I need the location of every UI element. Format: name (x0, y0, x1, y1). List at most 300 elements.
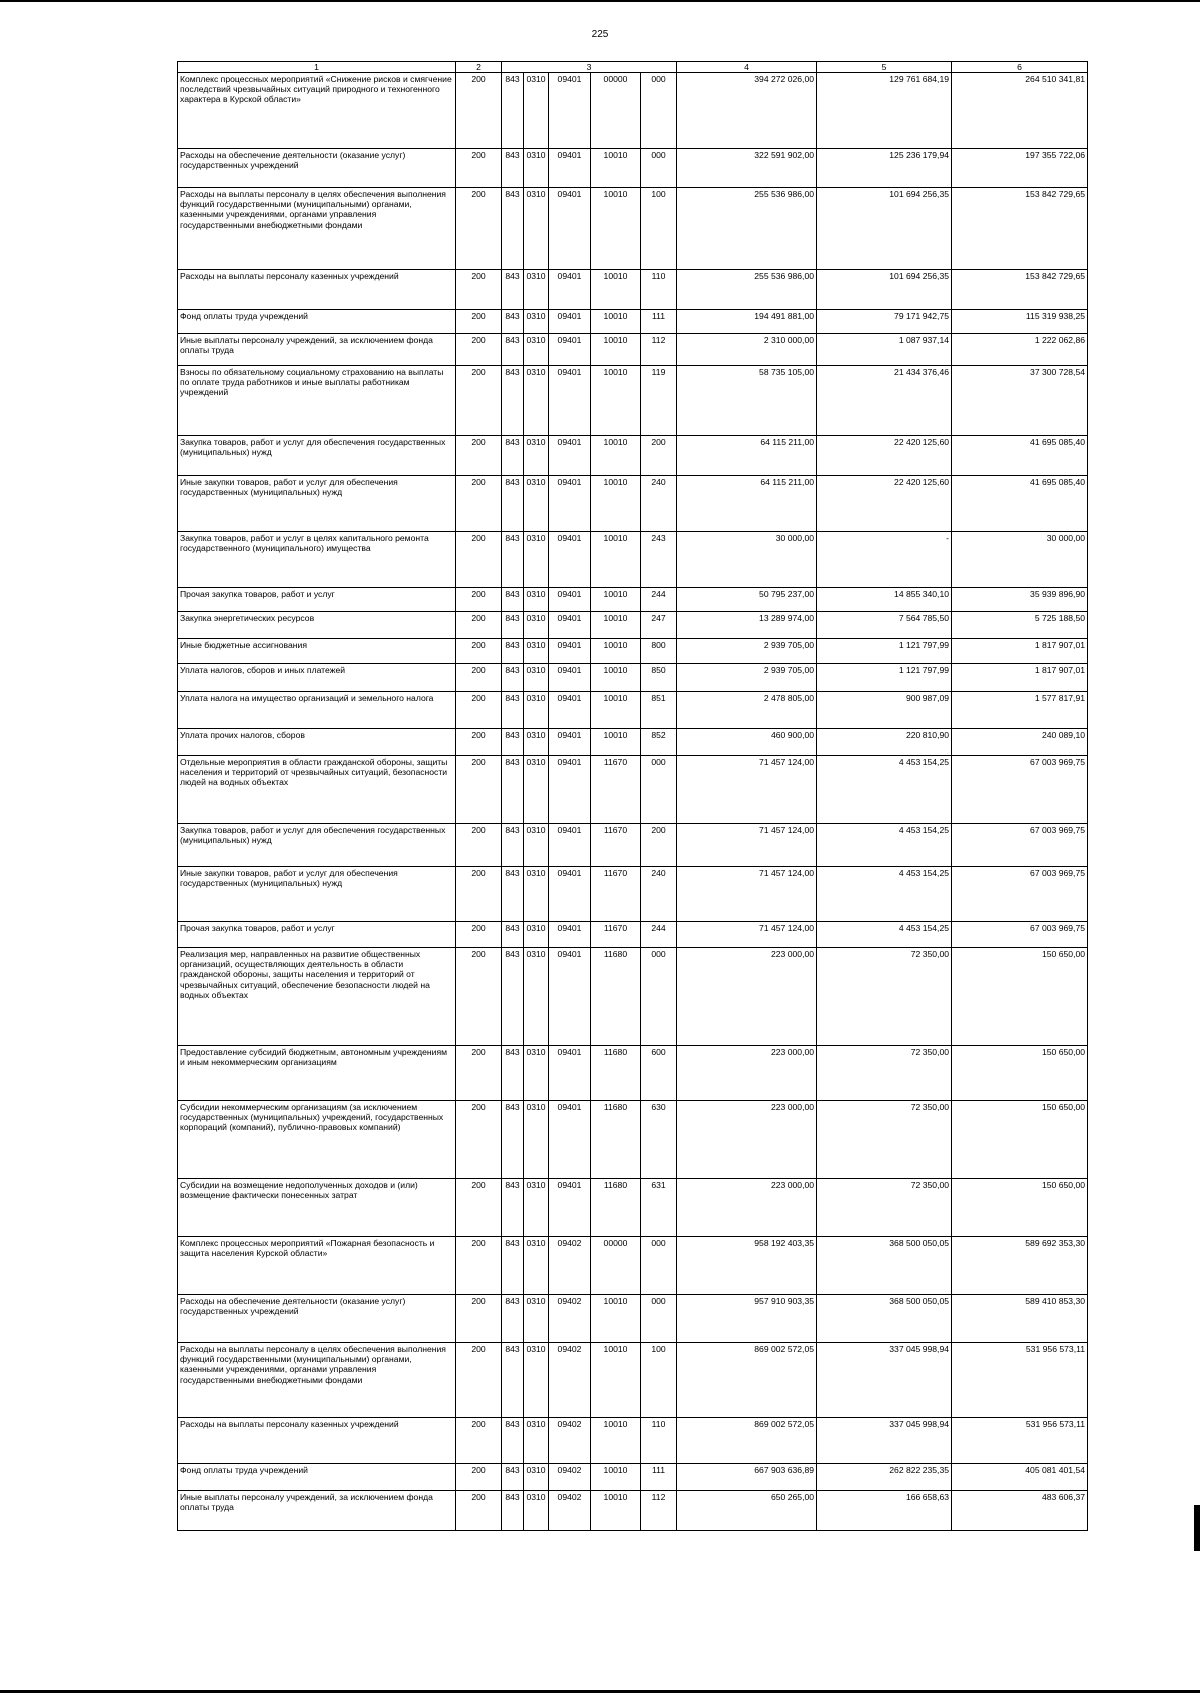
program-code: 09402 (549, 1343, 591, 1418)
amount-col-5: - (817, 532, 952, 588)
header-row (178, 62, 1088, 73)
amount-col-6: 150 650,00 (952, 948, 1088, 1046)
section-code: 0310 (524, 1046, 549, 1101)
amount-col-5: 14 855 340,10 (817, 588, 952, 612)
amount-col-6: 30 000,00 (952, 532, 1088, 588)
table-row (178, 612, 1088, 639)
section-code: 0310 (524, 948, 549, 1046)
amount-col-4: 64 115 211,00 (677, 476, 817, 532)
program-code: 09401 (549, 310, 591, 334)
expense-type-code: 240 (641, 867, 677, 922)
table-row (178, 588, 1088, 612)
row-name: Иные выплаты персоналу учреждений, за исключением фонда оплаты труда (178, 334, 456, 366)
section-code: 0310 (524, 922, 549, 948)
amount-col-4: 255 536 986,00 (677, 188, 817, 270)
program-code: 09401 (549, 1101, 591, 1179)
ved-code: 843 (502, 664, 524, 692)
program-code: 09401 (549, 188, 591, 270)
direction-code: 10010 (591, 188, 641, 270)
section-code: 0310 (524, 1179, 549, 1237)
ved-code: 843 (502, 310, 524, 334)
section-code: 0310 (524, 1343, 549, 1418)
row-name: Иные закупки товаров, работ и услуг для обеспечения государственных (муниципальных) нужд (178, 867, 456, 922)
amount-col-6: 153 842 729,65 (952, 270, 1088, 310)
amount-col-6: 531 956 573,11 (952, 1418, 1088, 1464)
amount-col-6: 67 003 969,75 (952, 756, 1088, 824)
ved-code: 843 (502, 756, 524, 824)
col2-code: 200 (456, 692, 502, 729)
col2-code: 200 (456, 366, 502, 436)
scan-bottom-edge (0, 1690, 1200, 1693)
amount-col-6: 115 319 938,25 (952, 310, 1088, 334)
section-code: 0310 (524, 588, 549, 612)
ved-code: 843 (502, 1101, 524, 1179)
amount-col-6: 197 355 722,06 (952, 149, 1088, 188)
amount-col-4: 30 000,00 (677, 532, 817, 588)
direction-code: 10010 (591, 588, 641, 612)
amount-col-5: 220 810,90 (817, 729, 952, 756)
col2-code: 200 (456, 1237, 502, 1295)
table-row (178, 436, 1088, 476)
section-code: 0310 (524, 73, 549, 149)
section-code: 0310 (524, 867, 549, 922)
amount-col-6: 150 650,00 (952, 1101, 1088, 1179)
expense-type-code: 000 (641, 73, 677, 149)
amount-col-4: 958 192 403,35 (677, 1237, 817, 1295)
amount-col-6: 1 817 907,01 (952, 639, 1088, 664)
table-row (178, 310, 1088, 334)
ved-code: 843 (502, 612, 524, 639)
amount-col-5: 900 987,09 (817, 692, 952, 729)
section-code: 0310 (524, 756, 549, 824)
row-name: Расходы на выплаты персоналу казенных учреждений (178, 1418, 456, 1464)
amount-col-6: 35 939 896,90 (952, 588, 1088, 612)
row-name: Расходы на обеспечение деятельности (оказание услуг) государственных учреждений (178, 1295, 456, 1343)
section-code: 0310 (524, 270, 549, 310)
amount-col-4: 869 002 572,05 (677, 1343, 817, 1418)
ved-code: 843 (502, 824, 524, 867)
expense-type-code: 000 (641, 149, 677, 188)
row-name: Фонд оплаты труда учреждений (178, 1464, 456, 1491)
expense-type-code: 112 (641, 334, 677, 366)
expense-type-code: 000 (641, 948, 677, 1046)
amount-col-4: 71 457 124,00 (677, 922, 817, 948)
section-code: 0310 (524, 1295, 549, 1343)
row-name: Иные бюджетные ассигнования (178, 639, 456, 664)
amount-col-6: 150 650,00 (952, 1179, 1088, 1237)
program-code: 09401 (549, 436, 591, 476)
ved-code: 843 (502, 366, 524, 436)
ved-code: 843 (502, 1046, 524, 1101)
expense-type-code: 111 (641, 310, 677, 334)
program-code: 09401 (549, 692, 591, 729)
section-code: 0310 (524, 1237, 549, 1295)
expense-type-code: 247 (641, 612, 677, 639)
table-row (178, 824, 1088, 867)
direction-code: 11680 (591, 1101, 641, 1179)
amount-col-6: 67 003 969,75 (952, 824, 1088, 867)
ved-code: 843 (502, 532, 524, 588)
row-name: Закупка товаров, работ и услуг в целях капитального ремонта государственного (муниципального) имущества (178, 532, 456, 588)
direction-code: 10010 (591, 1491, 641, 1531)
row-name: Субсидии некоммерческим организациям (за исключением государственных (муниципальных) учреждений, государственных корпораций (компаний), публично-правовых компаний) (178, 1101, 456, 1179)
section-code: 0310 (524, 366, 549, 436)
amount-col-5: 79 171 942,75 (817, 310, 952, 334)
direction-code: 11670 (591, 867, 641, 922)
col2-code: 200 (456, 270, 502, 310)
table-row (178, 1295, 1088, 1343)
ved-code: 843 (502, 588, 524, 612)
amount-col-5: 72 350,00 (817, 948, 952, 1046)
expense-type-code: 110 (641, 1418, 677, 1464)
expense-type-code: 200 (641, 824, 677, 867)
amount-col-4: 71 457 124,00 (677, 824, 817, 867)
table-row (178, 1101, 1088, 1179)
ved-code: 843 (502, 1491, 524, 1531)
row-name: Субсидии на возмещение недополученных доходов и (или) возмещение фактически понесенных затрат (178, 1179, 456, 1237)
table-row (178, 532, 1088, 588)
header-col-4: 4 (677, 62, 817, 73)
ved-code: 843 (502, 639, 524, 664)
table-row (178, 476, 1088, 532)
col2-code: 200 (456, 867, 502, 922)
col2-code: 200 (456, 1343, 502, 1418)
scan-top-edge (0, 0, 1200, 2)
amount-col-5: 101 694 256,35 (817, 270, 952, 310)
table-row (178, 188, 1088, 270)
ved-code: 843 (502, 1418, 524, 1464)
col2-code: 200 (456, 1491, 502, 1531)
section-code: 0310 (524, 532, 549, 588)
expense-type-code: 112 (641, 1491, 677, 1531)
ved-code: 843 (502, 692, 524, 729)
program-code: 09401 (549, 612, 591, 639)
ved-code: 843 (502, 476, 524, 532)
amount-col-6: 264 510 341,81 (952, 73, 1088, 149)
table-row (178, 729, 1088, 756)
program-code: 09401 (549, 922, 591, 948)
table-row (178, 334, 1088, 366)
row-name: Уплата налога на имущество организаций и земельного налога (178, 692, 456, 729)
row-name: Закупка товаров, работ и услуг для обеспечения государственных (муниципальных) нужд (178, 824, 456, 867)
header-col-1: 1 (178, 62, 456, 73)
direction-code: 10010 (591, 612, 641, 639)
expense-type-code: 630 (641, 1101, 677, 1179)
program-code: 09401 (549, 334, 591, 366)
table-row (178, 756, 1088, 824)
col2-code: 200 (456, 436, 502, 476)
expense-type-code: 850 (641, 664, 677, 692)
ved-code: 843 (502, 149, 524, 188)
budget-table (177, 61, 1088, 1531)
amount-col-5: 4 453 154,25 (817, 867, 952, 922)
amount-col-4: 869 002 572,05 (677, 1418, 817, 1464)
direction-code: 10010 (591, 1295, 641, 1343)
section-code: 0310 (524, 664, 549, 692)
amount-col-5: 72 350,00 (817, 1179, 952, 1237)
direction-code: 10010 (591, 1418, 641, 1464)
table-row (178, 639, 1088, 664)
row-name: Взносы по обязательному социальному страхованию на выплаты по оплате труда работников и иные выплаты работникам учреждений (178, 366, 456, 436)
col2-code: 200 (456, 149, 502, 188)
amount-col-4: 223 000,00 (677, 948, 817, 1046)
col2-code: 200 (456, 824, 502, 867)
amount-col-5: 262 822 235,35 (817, 1464, 952, 1491)
program-code: 09402 (549, 1237, 591, 1295)
amount-col-5: 22 420 125,60 (817, 476, 952, 532)
expense-type-code: 243 (641, 532, 677, 588)
program-code: 09401 (549, 948, 591, 1046)
col2-code: 200 (456, 664, 502, 692)
amount-col-6: 589 410 853,30 (952, 1295, 1088, 1343)
amount-col-4: 58 735 105,00 (677, 366, 817, 436)
section-code: 0310 (524, 692, 549, 729)
col2-code: 200 (456, 639, 502, 664)
amount-col-6: 5 725 188,50 (952, 612, 1088, 639)
amount-col-4: 223 000,00 (677, 1179, 817, 1237)
program-code: 09401 (549, 824, 591, 867)
row-name: Уплата налогов, сборов и иных платежей (178, 664, 456, 692)
amount-col-5: 1 087 937,14 (817, 334, 952, 366)
ved-code: 843 (502, 188, 524, 270)
ved-code: 843 (502, 1179, 524, 1237)
col2-code: 200 (456, 476, 502, 532)
amount-col-4: 50 795 237,00 (677, 588, 817, 612)
expense-type-code: 244 (641, 922, 677, 948)
amount-col-4: 394 272 026,00 (677, 73, 817, 149)
section-code: 0310 (524, 729, 549, 756)
amount-col-4: 460 900,00 (677, 729, 817, 756)
program-code: 09401 (549, 729, 591, 756)
amount-col-4: 13 289 974,00 (677, 612, 817, 639)
scan-margin-mark (1194, 1505, 1200, 1551)
amount-col-4: 71 457 124,00 (677, 756, 817, 824)
section-code: 0310 (524, 1101, 549, 1179)
direction-code: 10010 (591, 270, 641, 310)
amount-col-6: 41 695 085,40 (952, 476, 1088, 532)
amount-col-4: 2 310 000,00 (677, 334, 817, 366)
expense-type-code: 110 (641, 270, 677, 310)
expense-type-code: 000 (641, 756, 677, 824)
section-code: 0310 (524, 1418, 549, 1464)
direction-code: 10010 (591, 436, 641, 476)
amount-col-5: 368 500 050,05 (817, 1295, 952, 1343)
col2-code: 200 (456, 310, 502, 334)
row-name: Закупка энергетических ресурсов (178, 612, 456, 639)
section-code: 0310 (524, 188, 549, 270)
amount-col-5: 4 453 154,25 (817, 756, 952, 824)
row-name: Уплата прочих налогов, сборов (178, 729, 456, 756)
table-row (178, 270, 1088, 310)
direction-code: 10010 (591, 532, 641, 588)
amount-col-5: 4 453 154,25 (817, 824, 952, 867)
program-code: 09401 (549, 532, 591, 588)
direction-code: 11670 (591, 922, 641, 948)
expense-type-code: 852 (641, 729, 677, 756)
amount-col-6: 1 222 062,86 (952, 334, 1088, 366)
program-code: 09401 (549, 73, 591, 149)
program-code: 09402 (549, 1295, 591, 1343)
program-code: 09401 (549, 149, 591, 188)
amount-col-4: 957 910 903,35 (677, 1295, 817, 1343)
table-row (178, 948, 1088, 1046)
col2-code: 200 (456, 1046, 502, 1101)
table-row (178, 1418, 1088, 1464)
col2-code: 200 (456, 1101, 502, 1179)
amount-col-4: 255 536 986,00 (677, 270, 817, 310)
row-name: Реализация мер, направленных на развитие общественных организаций, осуществляющих деятельность в области гражданской обороны, защиты населения и территорий от чрезвычайных ситуаций, обеспечение безопасности людей на водных объектах (178, 948, 456, 1046)
amount-col-6: 240 089,10 (952, 729, 1088, 756)
program-code: 09402 (549, 1464, 591, 1491)
direction-code: 10010 (591, 639, 641, 664)
col2-code: 200 (456, 756, 502, 824)
amount-col-4: 223 000,00 (677, 1046, 817, 1101)
direction-code: 11680 (591, 1046, 641, 1101)
ved-code: 843 (502, 73, 524, 149)
amount-col-6: 531 956 573,11 (952, 1343, 1088, 1418)
expense-type-code: 100 (641, 1343, 677, 1418)
section-code: 0310 (524, 639, 549, 664)
amount-col-5: 166 658,63 (817, 1491, 952, 1531)
header-col-3: 3 (502, 62, 677, 73)
ved-code: 843 (502, 867, 524, 922)
direction-code: 10010 (591, 664, 641, 692)
header-col-6: 6 (952, 62, 1088, 73)
program-code: 09401 (549, 1046, 591, 1101)
row-name: Иные выплаты персоналу учреждений, за исключением фонда оплаты труда (178, 1491, 456, 1531)
ved-code: 843 (502, 948, 524, 1046)
row-name: Закупка товаров, работ и услуг для обеспечения государственных (муниципальных) нужд (178, 436, 456, 476)
ved-code: 843 (502, 334, 524, 366)
direction-code: 10010 (591, 334, 641, 366)
row-name: Комплекс процессных мероприятий «Снижение рисков и смягчение последствий чрезвычайных ситуаций природного и техногенного характера в Курской области» (178, 73, 456, 149)
table-row (178, 664, 1088, 692)
table-row (178, 1464, 1088, 1491)
row-name: Предоставление субсидий бюджетным, автономным учреждениям и иным некоммерческим организациям (178, 1046, 456, 1101)
amount-col-5: 7 564 785,50 (817, 612, 952, 639)
col2-code: 200 (456, 1179, 502, 1237)
amount-col-6: 1 817 907,01 (952, 664, 1088, 692)
amount-col-6: 589 692 353,30 (952, 1237, 1088, 1295)
amount-col-4: 650 265,00 (677, 1491, 817, 1531)
direction-code: 11670 (591, 756, 641, 824)
amount-col-5: 337 045 998,94 (817, 1343, 952, 1418)
col2-code: 200 (456, 922, 502, 948)
row-name: Отдельные мероприятия в области гражданской обороны, защиты населения и территорий от чрезвычайных ситуаций, безопасности людей на водных объектах (178, 756, 456, 824)
amount-col-4: 667 903 636,89 (677, 1464, 817, 1491)
direction-code: 11680 (591, 948, 641, 1046)
col2-code: 200 (456, 334, 502, 366)
amount-col-4: 71 457 124,00 (677, 867, 817, 922)
col2-code: 200 (456, 532, 502, 588)
row-name: Фонд оплаты труда учреждений (178, 310, 456, 334)
direction-code: 10010 (591, 476, 641, 532)
table-row (178, 1179, 1088, 1237)
amount-col-6: 153 842 729,65 (952, 188, 1088, 270)
section-code: 0310 (524, 824, 549, 867)
amount-col-6: 405 081 401,54 (952, 1464, 1088, 1491)
ved-code: 843 (502, 1464, 524, 1491)
col2-code: 200 (456, 188, 502, 270)
table-row (178, 1491, 1088, 1531)
direction-code: 10010 (591, 729, 641, 756)
amount-col-4: 223 000,00 (677, 1101, 817, 1179)
program-code: 09401 (549, 639, 591, 664)
ved-code: 843 (502, 270, 524, 310)
direction-code: 11680 (591, 1179, 641, 1237)
section-code: 0310 (524, 612, 549, 639)
amount-col-4: 2 939 705,00 (677, 664, 817, 692)
program-code: 09401 (549, 756, 591, 824)
col2-code: 200 (456, 612, 502, 639)
section-code: 0310 (524, 476, 549, 532)
table-row (178, 867, 1088, 922)
amount-col-6: 483 606,37 (952, 1491, 1088, 1531)
section-code: 0310 (524, 1491, 549, 1531)
direction-code: 10010 (591, 1464, 641, 1491)
amount-col-6: 37 300 728,54 (952, 366, 1088, 436)
amount-col-5: 22 420 125,60 (817, 436, 952, 476)
amount-col-5: 368 500 050,05 (817, 1237, 952, 1295)
amount-col-5: 72 350,00 (817, 1101, 952, 1179)
ved-code: 843 (502, 436, 524, 476)
table-row (178, 692, 1088, 729)
program-code: 09402 (549, 1418, 591, 1464)
expense-type-code: 000 (641, 1295, 677, 1343)
col2-code: 200 (456, 1295, 502, 1343)
row-name: Прочая закупка товаров, работ и услуг (178, 922, 456, 948)
program-code: 09401 (549, 1179, 591, 1237)
amount-col-4: 64 115 211,00 (677, 436, 817, 476)
header-col-2: 2 (456, 62, 502, 73)
expense-type-code: 851 (641, 692, 677, 729)
direction-code: 10010 (591, 1343, 641, 1418)
program-code: 09401 (549, 588, 591, 612)
row-name: Расходы на выплаты персоналу казенных учреждений (178, 270, 456, 310)
amount-col-4: 2 939 705,00 (677, 639, 817, 664)
expense-type-code: 600 (641, 1046, 677, 1101)
section-code: 0310 (524, 334, 549, 366)
expense-type-code: 240 (641, 476, 677, 532)
section-code: 0310 (524, 1464, 549, 1491)
program-code: 09402 (549, 1491, 591, 1531)
col2-code: 200 (456, 73, 502, 149)
expense-type-code: 200 (641, 436, 677, 476)
amount-col-5: 337 045 998,94 (817, 1418, 952, 1464)
program-code: 09401 (549, 867, 591, 922)
ved-code: 843 (502, 922, 524, 948)
section-code: 0310 (524, 149, 549, 188)
col2-code: 200 (456, 729, 502, 756)
amount-col-4: 322 591 902,00 (677, 149, 817, 188)
ved-code: 843 (502, 1237, 524, 1295)
table-row (178, 366, 1088, 436)
expense-type-code: 000 (641, 1237, 677, 1295)
direction-code: 00000 (591, 73, 641, 149)
amount-col-4: 2 478 805,00 (677, 692, 817, 729)
row-name: Комплекс процессных мероприятий «Пожарная безопасность и защита населения Курской области» (178, 1237, 456, 1295)
row-name: Расходы на выплаты персоналу в целях обеспечения выполнения функций государственными (муниципальными) органами, казенными учреждениями, органами управления государственными внебюджетными фондами (178, 1343, 456, 1418)
expense-type-code: 244 (641, 588, 677, 612)
table-row (178, 73, 1088, 149)
direction-code: 11670 (591, 824, 641, 867)
expense-type-code: 119 (641, 366, 677, 436)
expense-type-code: 111 (641, 1464, 677, 1491)
section-code: 0310 (524, 310, 549, 334)
col2-code: 200 (456, 588, 502, 612)
table-row (178, 922, 1088, 948)
expense-type-code: 100 (641, 188, 677, 270)
